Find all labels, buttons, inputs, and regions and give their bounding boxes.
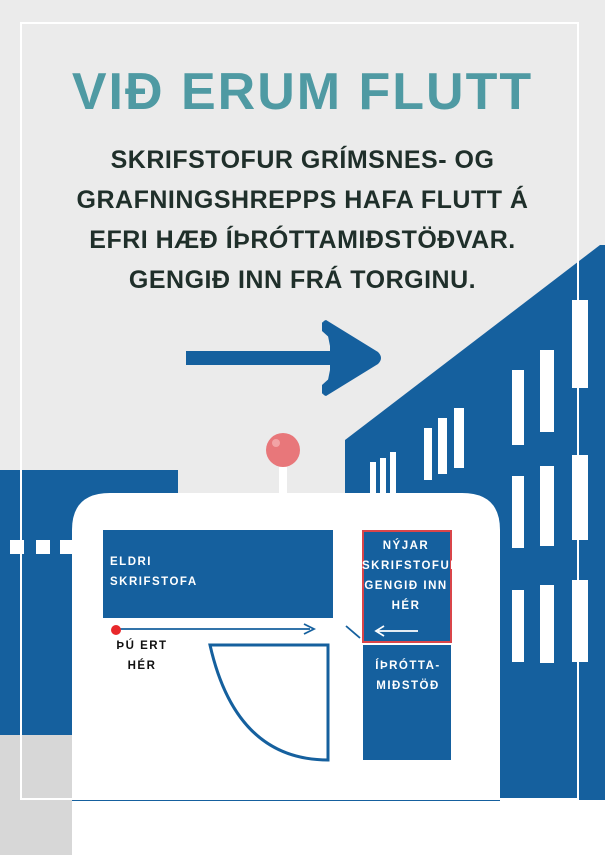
window: [36, 540, 50, 554]
window: [390, 452, 396, 496]
headline: VIÐ ERUM FLUTT: [71, 63, 534, 121]
window: [60, 540, 74, 554]
you-are-here-label-line: ÞÚ ERT: [116, 640, 168, 652]
window: [572, 455, 588, 540]
announcement-line: GENGIÐ INN FRÁ TORGINU.: [128, 266, 477, 294]
announcement-text: [40, 140, 565, 300]
you-are-here-marker: [111, 625, 121, 635]
new-office-label-line: GENGIÐ INN: [364, 580, 448, 592]
window: [512, 590, 524, 662]
window: [540, 585, 554, 663]
window: [380, 458, 386, 498]
window: [572, 580, 588, 662]
old-office-label-line: SKRIFSTOFA: [110, 576, 198, 588]
old-office-label: [110, 552, 200, 592]
window: [10, 540, 24, 554]
old-office-label-line: ELDRI: [110, 556, 152, 568]
map-pin-icon: [266, 433, 300, 467]
left-building-windows: [10, 540, 74, 554]
new-office-label: [362, 536, 461, 616]
pin-stem: [279, 462, 287, 498]
sports-center-label: [362, 656, 454, 696]
big-arrow-head: [323, 320, 381, 396]
new-office-label-line: SKRIFSTOFUR: [362, 560, 461, 572]
window: [540, 466, 554, 546]
window: [454, 408, 464, 468]
window: [512, 370, 524, 445]
pin-highlight: [272, 439, 280, 447]
announcement-line: GRAFNINGSHREPPS HAFA FLUTT Á: [76, 186, 529, 214]
floor-line: [72, 798, 500, 801]
you-are-here-label: [108, 636, 176, 676]
announcement-line: EFRI HÆÐ ÍÞRÓTTAMIÐSTÖÐVAR.: [89, 226, 516, 254]
announcement-line: SKRIFSTOFUR GRÍMSNES- OG: [110, 146, 495, 174]
left-ground-shadow: [0, 735, 75, 855]
window: [572, 300, 588, 388]
sports-center-label-line: MIÐSTÖÐ: [376, 680, 440, 692]
window: [424, 428, 432, 480]
window: [512, 476, 524, 548]
window: [370, 462, 376, 498]
window: [438, 418, 447, 474]
window: [540, 350, 554, 432]
new-office-label-line: HÉR: [391, 600, 421, 612]
you-are-here-label-line: HÉR: [127, 660, 157, 672]
sports-center-label-line: ÍÞRÓTTA-: [375, 660, 441, 672]
new-office-label-line: NÝJAR: [382, 540, 430, 552]
